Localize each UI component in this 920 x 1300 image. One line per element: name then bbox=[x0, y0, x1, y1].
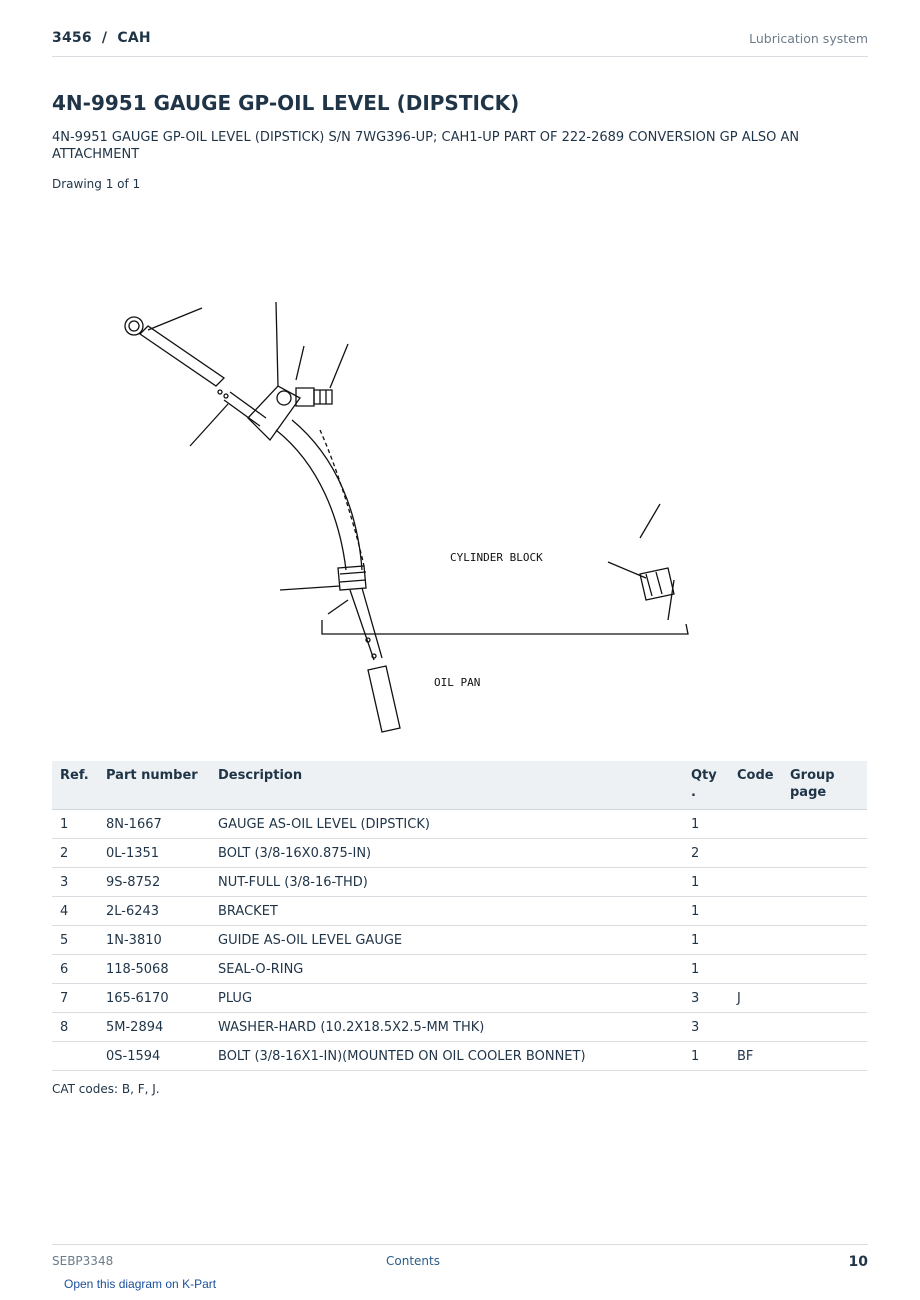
cat-codes: CAT codes: B, F, J. bbox=[52, 1082, 160, 1096]
cell-group-page bbox=[782, 868, 867, 897]
cell-qty: 1 bbox=[683, 1042, 729, 1071]
cell-part-number: 5M-2894 bbox=[98, 1013, 210, 1042]
table-row bbox=[52, 868, 867, 897]
table-row bbox=[52, 810, 867, 839]
col-group-line2: page bbox=[790, 785, 827, 800]
table-row bbox=[52, 1013, 867, 1042]
cell-code bbox=[729, 897, 782, 926]
page-footer bbox=[52, 1244, 868, 1275]
cell-code bbox=[729, 839, 782, 868]
col-qty bbox=[683, 761, 729, 810]
dipstick-tube-lower bbox=[350, 588, 382, 660]
cell-ref: 1 bbox=[52, 810, 98, 839]
col-qty-line1: Qty bbox=[691, 768, 717, 783]
cell-code bbox=[729, 868, 782, 897]
cell-group-page bbox=[782, 926, 867, 955]
cell-description: WASHER-HARD (10.2X18.5X2.5-MM THK) bbox=[210, 1013, 683, 1042]
cell-part-number: 0S-1594 bbox=[98, 1042, 210, 1071]
cell-qty: 1 bbox=[683, 868, 729, 897]
cell-code: BF bbox=[729, 1042, 782, 1071]
cell-description: BRACKET bbox=[210, 897, 683, 926]
cell-description: PLUG bbox=[210, 984, 683, 1013]
table-row bbox=[52, 955, 867, 984]
cell-group-page bbox=[782, 810, 867, 839]
cell-description: BOLT (3/8-16X0.875-IN) bbox=[210, 839, 683, 868]
cell-code bbox=[729, 955, 782, 984]
document-id: SEBP3348 bbox=[52, 1254, 114, 1268]
cell-ref: 2 bbox=[52, 839, 98, 868]
cell-part-number: 0L-1351 bbox=[98, 839, 210, 868]
cell-description: GAUGE AS-OIL LEVEL (DIPSTICK) bbox=[210, 810, 683, 839]
page-number: 10 bbox=[848, 1254, 868, 1270]
cell-description: NUT-FULL (3/8-16-THD) bbox=[210, 868, 683, 897]
cell-description: GUIDE AS-OIL LEVEL GAUGE bbox=[210, 926, 683, 955]
cell-ref: 7 bbox=[52, 984, 98, 1013]
cell-qty: 3 bbox=[683, 1013, 729, 1042]
cell-group-page bbox=[782, 1013, 867, 1042]
cell-ref: 4 bbox=[52, 897, 98, 926]
contents-link[interactable]: Contents bbox=[386, 1254, 440, 1268]
cell-part-number: 8N-1667 bbox=[98, 810, 210, 839]
label-oil-pan: OIL PAN bbox=[434, 676, 481, 689]
cell-qty: 1 bbox=[683, 810, 729, 839]
cell-code bbox=[729, 926, 782, 955]
cell-code: J bbox=[729, 984, 782, 1013]
page-title: 4N-9951 GAUGE GP-OIL LEVEL (DIPSTICK) bbox=[52, 91, 520, 115]
parts-table bbox=[52, 761, 867, 1071]
cell-ref: 5 bbox=[52, 926, 98, 955]
page-header bbox=[52, 28, 868, 57]
parts-table-body bbox=[52, 810, 867, 1071]
cell-code bbox=[729, 1013, 782, 1042]
cell-part-number: 1N-3810 bbox=[98, 926, 210, 955]
table-row bbox=[52, 926, 867, 955]
dipstick-ring bbox=[125, 317, 143, 335]
col-ref: Ref. bbox=[52, 761, 98, 810]
table-header-row bbox=[52, 761, 867, 810]
cell-ref bbox=[52, 1042, 98, 1071]
drawing-label: Drawing 1 of 1 bbox=[52, 177, 141, 191]
section-name: Lubrication system bbox=[749, 31, 868, 46]
col-code: Code bbox=[729, 761, 782, 810]
cell-qty: 3 bbox=[683, 984, 729, 1013]
cell-part-number: 2L-6243 bbox=[98, 897, 210, 926]
breadcrumb: 3456 / CAH bbox=[52, 30, 151, 46]
table-row bbox=[52, 984, 867, 1013]
plug bbox=[640, 568, 674, 600]
cell-group-page bbox=[782, 984, 867, 1013]
dipstick-tube-upper bbox=[140, 326, 224, 386]
bracket bbox=[248, 386, 300, 440]
cell-description: SEAL-O-RING bbox=[210, 955, 683, 984]
guide-tube bbox=[276, 430, 346, 570]
cell-group-page bbox=[782, 1042, 867, 1071]
col-part-number: Part number bbox=[98, 761, 210, 810]
table-row bbox=[52, 1042, 867, 1071]
cell-ref: 6 bbox=[52, 955, 98, 984]
table-row bbox=[52, 897, 867, 926]
col-qty-line2: . bbox=[691, 785, 696, 800]
cell-group-page bbox=[782, 839, 867, 868]
cell-qty: 1 bbox=[683, 926, 729, 955]
table-row bbox=[52, 839, 867, 868]
col-group-line1: Group bbox=[790, 768, 835, 783]
open-kpart-link[interactable]: Open this diagram on K-Part bbox=[64, 1277, 217, 1291]
col-group-page bbox=[782, 761, 867, 810]
cell-qty: 1 bbox=[683, 897, 729, 926]
cell-qty: 2 bbox=[683, 839, 729, 868]
cell-part-number: 9S-8752 bbox=[98, 868, 210, 897]
page-subtitle: 4N-9951 GAUGE GP-OIL LEVEL (DIPSTICK) S/N 7WG396-UP; CAH1-UP PART OF 222-2689 CONVERSION GP ALSO AN ATTACHMENT bbox=[52, 130, 800, 162]
cell-code bbox=[729, 810, 782, 839]
cell-part-number: 165-6170 bbox=[98, 984, 210, 1013]
parts-diagram bbox=[100, 290, 720, 740]
cell-group-page bbox=[782, 897, 867, 926]
cell-description: BOLT (3/8-16X1-IN)(MOUNTED ON OIL COOLER BONNET) bbox=[210, 1042, 683, 1071]
cell-part-number: 118-5068 bbox=[98, 955, 210, 984]
col-description: Description bbox=[210, 761, 683, 810]
cell-ref: 8 bbox=[52, 1013, 98, 1042]
cell-group-page bbox=[782, 955, 867, 984]
cell-ref: 3 bbox=[52, 868, 98, 897]
label-cylinder-block: CYLINDER BLOCK bbox=[450, 551, 543, 564]
cell-qty: 1 bbox=[683, 955, 729, 984]
